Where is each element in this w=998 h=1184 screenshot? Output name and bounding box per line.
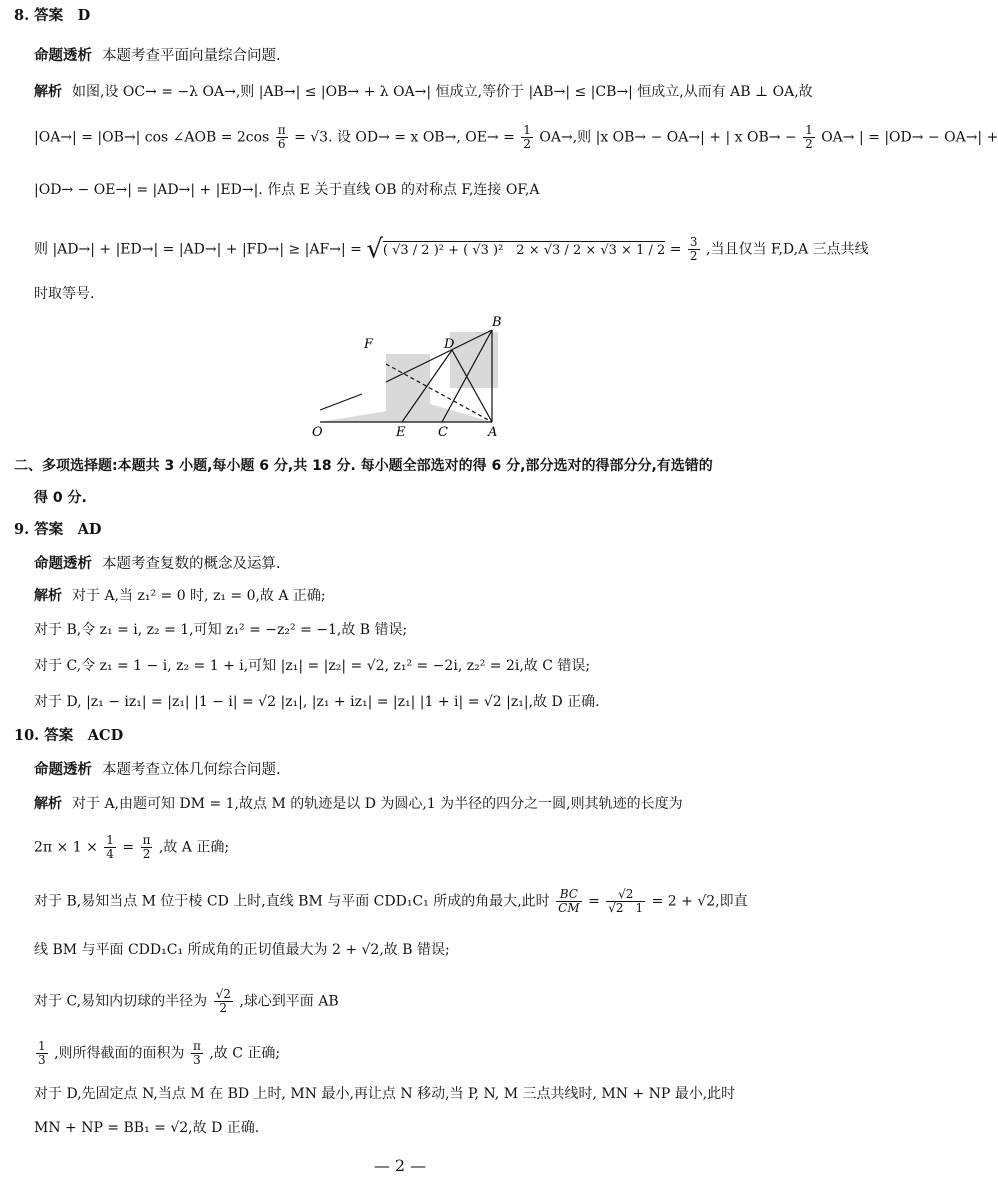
q10-solution-line-7: 对于 D,先固定点 N,当点 M 在 BD 上时, MN 最小,再让点 N 移动,当 P, N, M 三点共线时, MN + NP 最小,此时 [34, 1086, 736, 1102]
q8-analysis: 命题透析 本题考查平面向量综合问题. [34, 48, 281, 64]
q8-solution-line-1: 解析 如图,设 OC→ = −λ OA→,则 |AB→| ≤ |OB→ + λ OA→| 恒成立,等价于 |AB→| ≤ |CB→| 恒成立,从而有 AB ⊥ OA,故 [34, 84, 813, 100]
q10-solution-line-2: 2π × 1 × $\frac{1}{4}$ = $\frac{\pi}{2}$ ,故 A 正确; [34, 833, 230, 861]
q9-heading: 9. 答案 AD [14, 521, 102, 538]
label-C: C [438, 425, 448, 440]
q10-solution-line-3: 对于 B,易知当点 M 位于棱 CD 上时,直线 BM 与平面 CDD₁C₁ 所成的角最大,此时 $\frac{BC}{CM}$ = $\frac{√2}{√2 1}$ = 2 + √2,即直 [34, 887, 748, 915]
q8-solution-line-4: 则 |AD→| + |ED→| = |AD→| + |FD→| ≥ |AF→| = √( √3 / 2 )² + ( √3 )² 2 × √3 / 2 × √3 × 1 / 2 = $\frac{3}{2}$ ,当且仅当 F,D,A 三点共线 [34, 234, 869, 265]
page-number: — 2 — [373, 1156, 427, 1175]
q8-heading: 8. 答案 D [14, 7, 91, 24]
label-F: F [364, 337, 374, 352]
label-E: E [396, 425, 406, 440]
q9-solution-line-2: 对于 B,令 z₁ = i, z₂ = 1,可知 z₁² = −z₂² = −1,故 B 错误; [34, 622, 408, 638]
line-O-partial [320, 394, 362, 410]
q8-solution-line-2: |OA→| = |OB→| cos ∠AOB = 2cos $\frac{\pi}{6}$ = √3. 设 OD→ = x OB→, OE→ = $\frac{1}{2}$ OA→,则 |x OB→ − OA→| + | x OB→ − $\frac{1}{2}$ OA→ | = |OD→ − OA→| + [34, 123, 998, 151]
q9-analysis: 命题透析 本题考查复数的概念及运算. [34, 556, 281, 572]
label-A: A [488, 425, 498, 440]
q10-solution-line-1: 解析 对于 A,由题可知 DM = 1,故点 M 的轨迹是以 D 为圆心,1 为半径的四分之一圆,则其轨迹的长度为 [34, 796, 683, 812]
q8-solution-line-5: 时取等号. [34, 286, 95, 302]
q10-solution-line-8: MN + NP = BB₁ = √2,故 D 正确. [34, 1120, 260, 1136]
section-2-heading: 二、多项选择题:本题共 3 小题,每小题 6 分,共 18 分. 每小题全部选对的得 6 分,部分选对的得部分分,有选错的 [14, 458, 713, 474]
q10-solution-line-6: $\frac{1}{3}$ ,则所得截面的面积为 $\frac{\pi}{3}$ ,故 C 正确; [38, 1039, 281, 1067]
q10-solution-line-5: 对于 C,易知内切球的半径为 $\frac{√2}{2}$ ,球心到平面 AB [34, 987, 339, 1015]
label-O: O [312, 425, 323, 440]
section-2-heading-line-2: 得 0 分. [34, 490, 87, 506]
q9-solution-line-3: 对于 C,令 z₁ = 1 − i, z₂ = 1 + i,可知 |z₁| = |z₂| = √2, z₁² = −2i, z₂² = 2i,故 C 错误; [34, 658, 591, 674]
q8-solution-line-3: |OD→ − OE→| = |AD→| + |ED→|. 作点 E 关于直线 OB 的对称点 F,连接 OF,A [34, 182, 540, 198]
label-D: D [444, 337, 455, 352]
q10-analysis: 命题透析 本题考查立体几何综合问题. [34, 762, 281, 778]
q9-solution-line-1: 解析 对于 A,当 z₁² = 0 时, z₁ = 0,故 A 正确; [34, 588, 326, 604]
q9-solution-line-4: 对于 D, |z₁ − iz₁| = |z₁| |1 − i| = √2 |z₁|, |z₁ + iz₁| = |z₁| |1 + i| = √2 |z₁|,故 D 正确. [34, 694, 600, 710]
q10-solution-line-4: 线 BM 与平面 CDD₁C₁ 所成角的正切值最大为 2 + √2,故 B 错误; [34, 942, 450, 958]
q10-heading: 10. 答案 ACD [14, 727, 124, 744]
q8-geometry-diagram [300, 312, 520, 442]
label-B: B [492, 315, 502, 330]
